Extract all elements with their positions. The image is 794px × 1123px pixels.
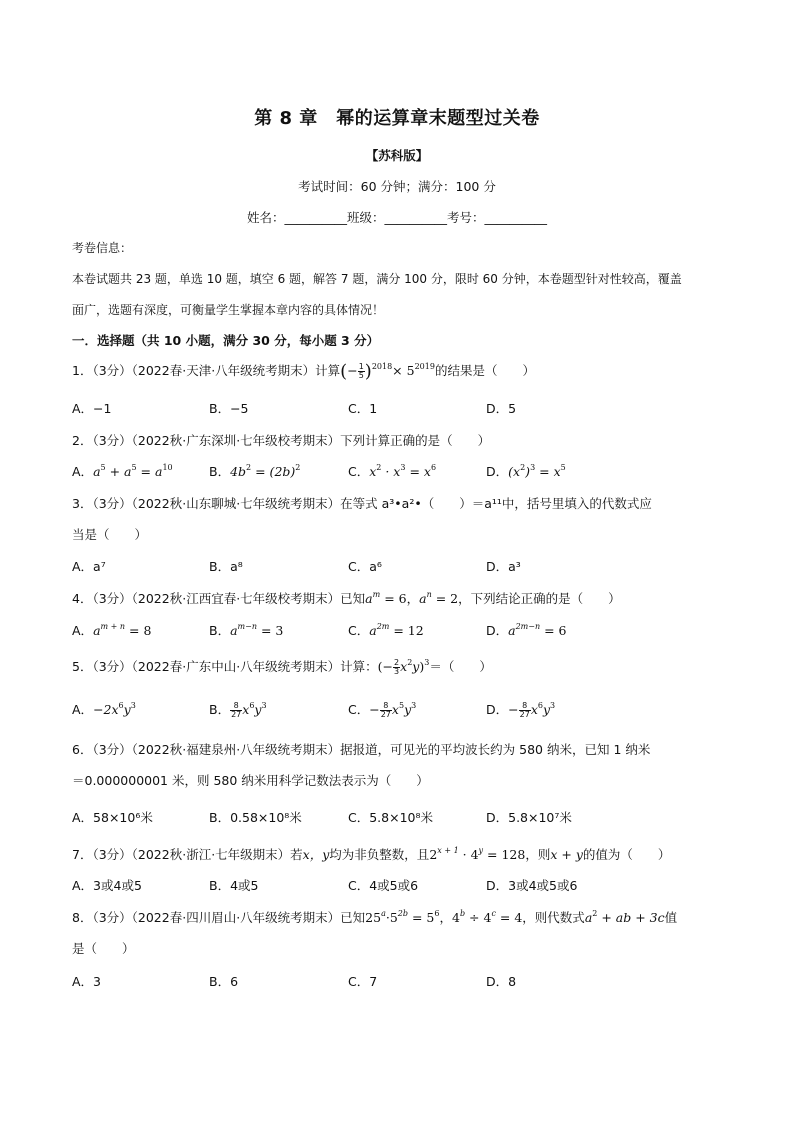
option-a[interactable]: A．$a^5 + a^5 = a^{10}$ — [72, 463, 173, 479]
option-d[interactable]: D．− $\frac{8}{27}$ $x^6y^3$ — [486, 701, 556, 719]
option-a[interactable]: A．58×10⁶米 — [72, 810, 153, 825]
option-b[interactable]: B．4或5 — [209, 878, 259, 893]
question-8-options — [72, 972, 732, 992]
question-7: 7．（3分）（2022秋·浙江·七年级期末）若x，y均为非负整数，且$2^{x + 1} \cdot 4^y = 128$，则x + y的值为（ ） — [72, 846, 671, 862]
option-a[interactable]: A．3 — [72, 974, 102, 989]
question-3-options — [72, 557, 732, 577]
question-3: 3．（3分）（2022秋·山东聊城·七年级统考期末）在等式 a³•a²•（ ）＝a¹¹中，括号里填入的代数式应 — [72, 496, 652, 511]
option-d[interactable]: D．a³ — [486, 559, 521, 574]
option-b[interactable]: B．0.58×10⁸米 — [209, 810, 302, 825]
option-b[interactable]: B．a⁸ — [209, 559, 243, 574]
option-a[interactable]: A．$-2x^6y^3$ — [72, 701, 136, 717]
option-b[interactable]: B． $\frac{8}{27}$ $x^6y^3$ — [209, 701, 267, 719]
info-line-1: 本卷试题共 23 题，单选 10 题，填空 6 题，解答 7 题，满分 100 分，限时 60 分钟，本卷题型针对性较高，覆盖 — [72, 272, 682, 286]
option-d[interactable]: D．8 — [486, 974, 517, 989]
option-c[interactable]: C．a⁶ — [348, 559, 382, 574]
option-c[interactable]: C．− $\frac{8}{27}$ $x^5y^3$ — [348, 701, 417, 719]
question-4: 4．（3分）（2022秋·江西宜春·七年级校考期末）已知$a^m = 6$，$a^n = 2$，下列结论正确的是（ ） — [72, 590, 621, 606]
option-b[interactable]: B．$a^{m-n} = 3$ — [209, 622, 284, 638]
option-d[interactable]: D．$a^{2m-n} = 6$ — [486, 622, 567, 638]
question-2: 2．（3分）（2022秋·广东深圳·七年级校考期末）下列计算正确的是（ ） — [72, 433, 491, 448]
question-6-options — [72, 808, 732, 828]
question-8-line-2: 是（ ） — [72, 941, 135, 956]
option-c[interactable]: C．$a^{2m} = 12$ — [348, 622, 424, 638]
option-d[interactable]: D．$(x^2)^3 = x^5$ — [486, 463, 566, 479]
section-title: 一．选择题（共 10 小题，满分 30 分，每小题 3 分） — [72, 333, 380, 348]
option-a[interactable]: A．$a^{m + n} = 8$ — [72, 622, 152, 638]
option-b[interactable]: B．$4b^2 = (2b)^2$ — [209, 463, 301, 479]
option-c[interactable]: C．1 — [348, 401, 378, 416]
page-title: 第 8 章 幂的运算章末题型过关卷 — [254, 108, 540, 129]
info-line-2: 面广，选题有深度，可衡量学生掌握本章内容的具体情况！ — [72, 303, 385, 317]
question-3-line-2: 当是（ ） — [72, 527, 148, 542]
question-8: 8．（3分）（2022春·四川眉山·八年级统考期末）已知$25^a\cdot 5^{2b} = 5^6$，$4^b \div 4^c = 4$，则代数式$a^2$ + ab + 3c值 — [72, 909, 678, 925]
question-2-options — [72, 462, 732, 482]
option-d[interactable]: D．5.8×10⁷米 — [486, 810, 572, 825]
question-7-options — [72, 876, 732, 896]
question-5-options — [72, 700, 732, 720]
option-a[interactable]: A．3或4或5 — [72, 878, 142, 893]
info-label: 考卷信息： — [72, 241, 133, 255]
option-d[interactable]: D．3或4或5或6 — [486, 878, 578, 893]
option-c[interactable]: C．7 — [348, 974, 378, 989]
option-c[interactable]: C．$x^2 \cdot x^3 = x^6$ — [348, 463, 437, 479]
edition-label: 【苏科版】 — [365, 148, 429, 163]
option-c[interactable]: C．4或5或6 — [348, 878, 419, 893]
question-4-options — [72, 621, 732, 641]
question-1-options — [72, 399, 732, 419]
question-6-line-2: ＝0.000000001 米，则 580 纳米用科学记数法表示为（ ） — [72, 773, 429, 788]
option-b[interactable]: B．−5 — [209, 401, 249, 416]
option-c[interactable]: C．5.8×10⁸米 — [348, 810, 433, 825]
question-6: 6．（3分）（2022秋·福建泉州·八年级统考期末）据报道，可见光的平均波长约为 580 纳米，已知 1 纳米 — [72, 742, 651, 757]
option-d[interactable]: D．5 — [486, 401, 517, 416]
exam-time: 考试时间：60 分钟；满分：100 分 — [298, 179, 496, 194]
question-5: 5．（3分）（2022春·广东中山·八年级统考期末）计算：(− $\frac{2}{3}$ $x^2y)^3=$（ ） — [72, 658, 492, 676]
option-a[interactable]: A．a⁷ — [72, 559, 106, 574]
student-info-line: 姓名：__________班级：__________考号：__________ — [246, 210, 547, 225]
question-1: 1．（3分）（2022春·天津·八年级统考期末）计算(− $\frac{1}{5}$ )$^{2018}\times 5^{2019}$的结果是（ ） — [72, 361, 535, 382]
option-a[interactable]: A．−1 — [72, 401, 112, 416]
option-b[interactable]: B．6 — [209, 974, 239, 989]
